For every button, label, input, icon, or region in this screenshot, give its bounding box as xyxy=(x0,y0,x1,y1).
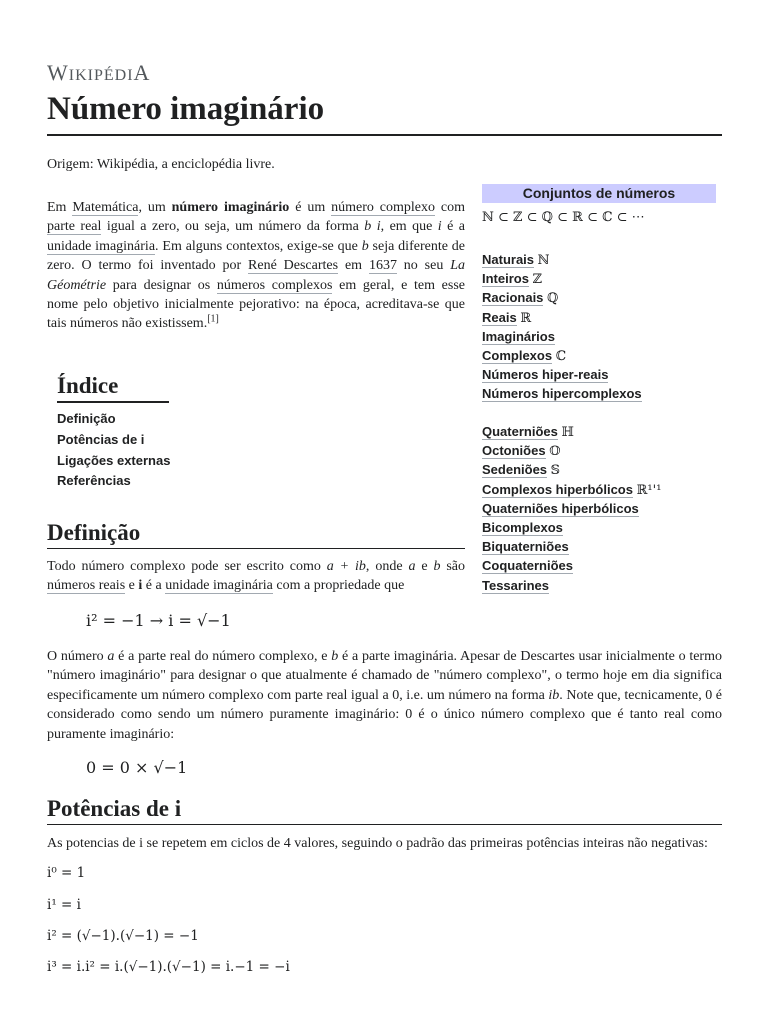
origin-note: Origem: Wikipédia, a enciclopédia livre. xyxy=(47,157,275,172)
link-unidade-imaginaria[interactable]: unidade imaginária xyxy=(47,238,156,254)
infobox-item[interactable]: Imaginários xyxy=(482,328,555,344)
link-numeros-reais[interactable]: números reais xyxy=(47,578,126,594)
wordmark-initial: W xyxy=(47,60,69,85)
equation-power-0: i⁰ = 1 xyxy=(47,865,86,881)
infobox-item[interactable]: Bicomplexos xyxy=(482,519,563,535)
equation-power-3: i³ = i.i² = i.(√−1).(√−1) = i.−1 = −i xyxy=(47,959,290,975)
infobox-item[interactable]: Quaterniões hiperbólicos xyxy=(482,500,639,516)
link-numero-complexo[interactable]: número complexo xyxy=(331,200,435,215)
definicao-paragraph-2: O número a é a parte real do número complexo, e b é a parte imaginária. Apesar de Descartes usar inicialmente o termo "número imaginário" para designar o que atualmente é chamado de "número complexo", o termo hoje em dia significa especificamente um número complexo com parte real igual a 0, i.e. um número na forma ib. Note que, tecnicamente, 0 é considerado como sendo um número puramente imaginário: 0 é o único número complexo que é tanto real como puramente imaginário: xyxy=(47,649,722,742)
infobox-item[interactable]: Coquaterniões xyxy=(482,558,574,574)
infobox-number-sets xyxy=(482,184,716,593)
infobox-title: Conjuntos de números xyxy=(482,184,716,203)
toc-item-referencias[interactable]: Referências xyxy=(57,473,131,489)
infobox-item[interactable]: Reais ℝ xyxy=(482,309,532,326)
equation-zero: 0 = 0 × √−1 xyxy=(86,758,188,777)
toc-item-potencias[interactable]: Potências de i xyxy=(57,431,145,447)
infobox-item[interactable]: Sedeniões 𝕊 xyxy=(482,462,561,479)
infobox-item[interactable]: Números hiper-reais xyxy=(482,367,609,383)
link-rene-descartes[interactable]: René Descartes xyxy=(248,258,339,274)
link-unidade-imaginaria-2[interactable]: unidade imaginária xyxy=(165,578,273,594)
heading-potencias: Potências de i xyxy=(47,796,722,825)
infobox-item[interactable]: Octoniões 𝕆 xyxy=(482,443,561,460)
link-parte-real[interactable]: parte real xyxy=(47,219,102,235)
definicao-paragraph-1: Todo número complexo pode ser escrito como a + ib, onde a e b são números reais e i é a unidade imaginária com a propriedade que xyxy=(47,559,466,594)
wordmark-final: A xyxy=(133,60,151,85)
toc-title: Índice xyxy=(57,373,169,403)
infobox-item[interactable]: Biquaterniões xyxy=(482,539,569,555)
heading-definicao: Definição xyxy=(47,520,465,549)
table-of-contents xyxy=(57,373,170,492)
potencias-paragraph: As potencias de i se repetem em ciclos de 4 valores, seguindo o padrão das primeiras potências inteiras não negativas: xyxy=(47,836,708,851)
equation-i-squared: i² = −1 → i = √−1 xyxy=(86,611,231,630)
infobox-list-main xyxy=(482,250,642,404)
toc-item-ligacoes[interactable]: Ligações externas xyxy=(57,452,171,468)
infobox-item[interactable]: Quaterniões ℍ xyxy=(482,424,574,440)
infobox-item[interactable]: Inteiros ℤ xyxy=(482,271,543,288)
link-numeros-complexos[interactable]: números complexos xyxy=(216,277,333,293)
infobox-list-hypercomplex xyxy=(482,422,661,595)
infobox-item[interactable]: Tessarines xyxy=(482,577,549,593)
infobox-inclusion-chain: ℕ ⊂ ℤ ⊂ ℚ ⊂ ℝ ⊂ ℂ ⊂ ⋯ xyxy=(482,210,645,225)
wordmark-middle: IKIPÉDI xyxy=(68,67,134,84)
infobox-item[interactable]: Racionais ℚ xyxy=(482,290,559,307)
link-1637[interactable]: 1637 xyxy=(368,258,397,274)
intro-paragraph: Em Matemática, um número imaginário é um número complexo com parte real igual a zero, ou seja, um número da forma b i, em que i é a unidade imaginária. Em alguns contextos, exige-se que b seja diferente de zero. O termo foi inventado por René Descartes em 1637 no seu La Géométrie para designar os números complexos em geral, e tem esse nome pelo objetivo inicialmente pejorativo: na época, acreditava-se que tais números não existissem.[1] xyxy=(47,200,466,332)
page-title: Número imaginário xyxy=(47,90,722,136)
reference-1[interactable]: [1] xyxy=(207,313,219,325)
infobox-item[interactable]: Naturais ℕ xyxy=(482,252,550,268)
link-matematica[interactable]: Matemática xyxy=(72,200,139,215)
infobox-item[interactable]: Complexos ℂ xyxy=(482,347,567,364)
infobox-item[interactable]: Complexos hiperbólicos ℝ¹'¹ xyxy=(482,481,662,498)
infobox-item[interactable]: Números hipercomplexos xyxy=(482,386,642,402)
wikipedia-wordmark[interactable] xyxy=(47,60,150,86)
equation-power-1: i¹ = i xyxy=(47,897,81,913)
bold-term: número imaginário xyxy=(171,200,290,215)
equation-power-2: i² = (√−1).(√−1) = −1 xyxy=(47,928,199,944)
toc-item-definicao[interactable]: Definição xyxy=(57,411,116,426)
